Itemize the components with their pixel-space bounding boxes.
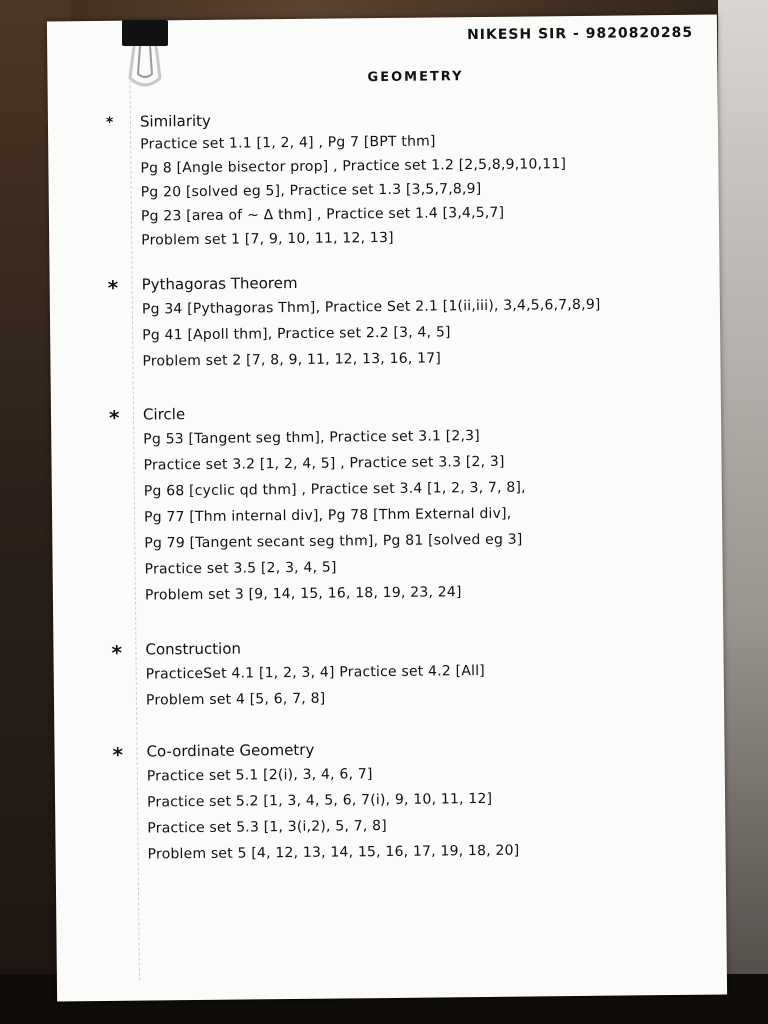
list-item: Pg 8 [Angle bisector prop] , Practice set 1.2 [2,5,8,9,10,11]: [140, 156, 567, 177]
list-item: Problem set 2 [7, 8, 9, 11, 12, 13, 16, 17]: [142, 350, 442, 370]
list-item: Pg 77 [Thm internal div], Pg 78 [Thm External div],: [144, 505, 512, 526]
margin-line: [130, 81, 141, 981]
list-item: Problem set 3 [9, 14, 15, 16, 18, 19, 23, 24]: [144, 584, 462, 604]
list-item: Pg 41 [Apoll thm], Practice set 2.2 [3, 4, 5]: [142, 324, 451, 344]
list-item: Problem set 1 [7, 9, 10, 11, 12, 13]: [141, 229, 394, 249]
section-coordinate-geometry: [54, 737, 714, 863]
section-similarity: [48, 107, 708, 249]
list-item: Pg 53 [Tangent seg thm], Practice set 3.1 [2,3]: [143, 428, 480, 448]
list-item: Practice set 3.5 [2, 3, 4, 5]: [144, 559, 337, 578]
list-item: Problem set 4 [5, 6, 7, 8]: [145, 690, 326, 709]
section-construction: [53, 635, 713, 709]
bullet-icon: *: [107, 275, 119, 300]
list-item: Pg 79 [Tangent secant seg thm], Pg 81 [solved eg 3]: [144, 531, 523, 552]
binder-clip-icon: [120, 18, 170, 90]
list-item: Pg 23 [area of ~ Δ thm] , Practice set 1.4 [3,4,5,7]: [140, 204, 505, 225]
bullet-icon: *: [105, 114, 114, 131]
notebook-page: [47, 15, 727, 1002]
section-heading: Similarity: [139, 111, 211, 131]
bullet-icon: *: [111, 640, 123, 665]
section-heading: Circle: [142, 405, 186, 424]
author-header: NIKESH SIR - 9820820285: [466, 24, 694, 44]
list-item: Problem set 5 [4, 12, 13, 14, 15, 16, 17, 19, 18, 20]: [147, 842, 520, 863]
bullet-icon: *: [112, 742, 124, 767]
list-item: Pg 20 [solved eg 5], Practice set 1.3 [3,5,7,8,9]: [140, 180, 482, 201]
list-item: Practice set 3.2 [1, 2, 4, 5] , Practice set 3.3 [2, 3]: [143, 453, 505, 474]
section-heading: Pythagoras Theorem: [141, 273, 298, 294]
list-item: PracticeSet 4.1 [1, 2, 3, 4] Practice set 4.2 [All]: [145, 662, 485, 683]
list-item: Pg 34 [Pythagoras Thm], Practice Set 2.1 [1(ii,iii), 3,4,5,6,7,8,9]: [141, 296, 601, 318]
list-item: Practice set 1.1 [1, 2, 4] , Pg 7 [BPT thm]: [140, 133, 436, 153]
list-item: Pg 68 [cyclic qd thm] , Practice set 3.4 [1, 2, 3, 7, 8],: [143, 479, 526, 500]
section-pythagoras: [50, 270, 710, 370]
list-item: Practice set 5.1 [2(i), 3, 4, 6, 7]: [146, 766, 373, 785]
bullet-icon: *: [108, 405, 120, 430]
section-heading: Co-ordinate Geometry: [146, 740, 315, 761]
section-circle: [51, 400, 711, 604]
list-item: Practice set 5.3 [1, 3(i,2), 5, 7, 8]: [147, 818, 387, 837]
section-heading: Construction: [145, 639, 242, 659]
list-item: Practice set 5.2 [1, 3, 4, 5, 6, 7(i), 9, 10, 11, 12]: [146, 790, 493, 811]
page-title: GEOMETRY: [367, 69, 464, 86]
